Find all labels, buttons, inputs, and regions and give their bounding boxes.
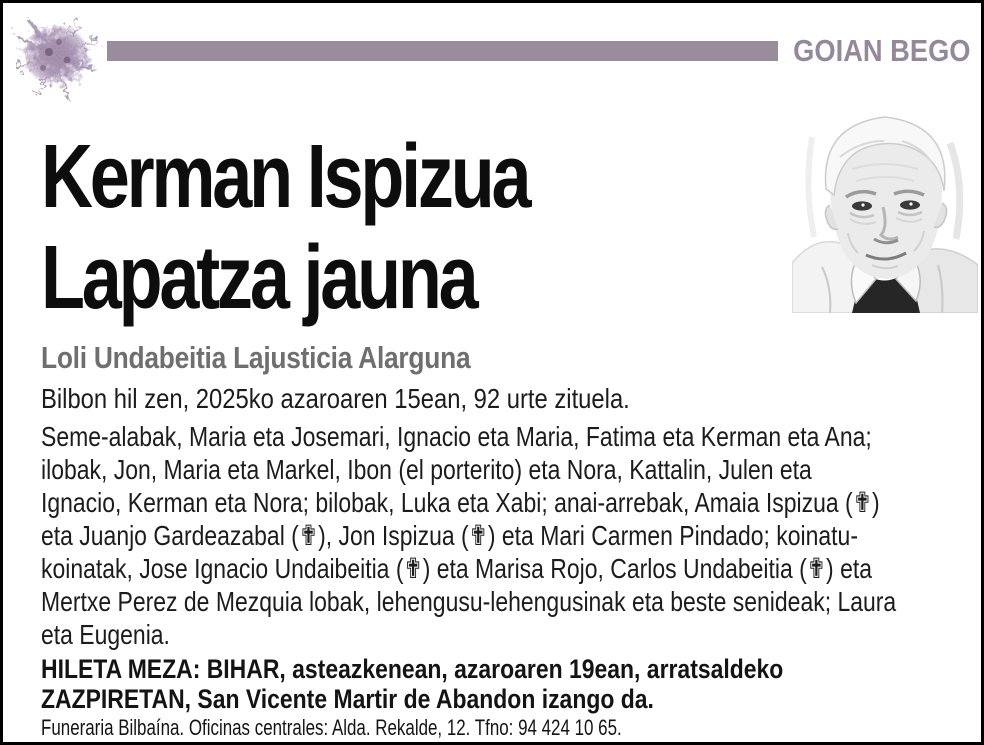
family-line: Seme-alabak, Maria eta Josemari, Ignacio eta Maria, Fatima eta Kerman eta Ana; xyxy=(41,421,872,452)
deceased-name xyxy=(41,127,650,329)
family-line: Ignacio, Kerman eta Nora; bilobak, Luka eta Xabi; anai-arrebak, Amaia Ispizua (✟) xyxy=(41,487,880,518)
family-line: eta Juanjo Gardeazabal (✟), Jon Ispizua (✟) eta Mari Carmen Pindado; koinatu- xyxy=(41,520,858,551)
flower-ornament-image xyxy=(9,8,103,108)
family-paragraph xyxy=(41,420,984,651)
portrait-photo-icon xyxy=(792,107,978,313)
funeral-notice-line: ZAZPIRETAN, San Vicente Martir de Abandon izango da. xyxy=(41,684,654,714)
family-line: Mertxe Perez de Mezquia lobak, lehengusu-lehengusinak eta beste senideak; Laura xyxy=(41,586,897,617)
header-accent-bar xyxy=(107,41,778,61)
funeral-notice-line: HILETA MEZA: BIHAR, asteazkenean, azaroaren 19ean, arratsaldeko xyxy=(41,654,784,684)
family-line: koinatak, Jose Ignacio Undaibeitia (✟) eta Marisa Rojo, Carlos Undabeitia (✟) eta xyxy=(41,553,872,584)
flower-ornament-icon xyxy=(9,8,103,108)
funeral-notice xyxy=(41,654,914,714)
deceased-name-line1: Kerman Ispizua xyxy=(41,127,529,227)
family-line: ilobak, Jon, Maria eta Markel, Ibon (el porterito) eta Nora, Kattalin, Julen eta xyxy=(41,454,812,485)
widow-name: Loli Undabeitia Lajusticia Alarguna xyxy=(41,340,471,375)
death-statement: Bilbon hil zen, 2025ko azaroaren 15ean, 92 urte zituela. xyxy=(41,383,630,414)
funeral-home-info: Funeraria Bilbaína. Oficinas centrales: Alda. Rekalde, 12. Tfno: 94 424 10 65. xyxy=(41,715,622,740)
portrait-photo xyxy=(792,107,978,313)
deceased-name-line2: Lapatza jauna xyxy=(41,228,476,328)
family-line: eta Eugenia. xyxy=(41,619,170,650)
memorial-title: GOIAN BEGO xyxy=(793,33,971,68)
